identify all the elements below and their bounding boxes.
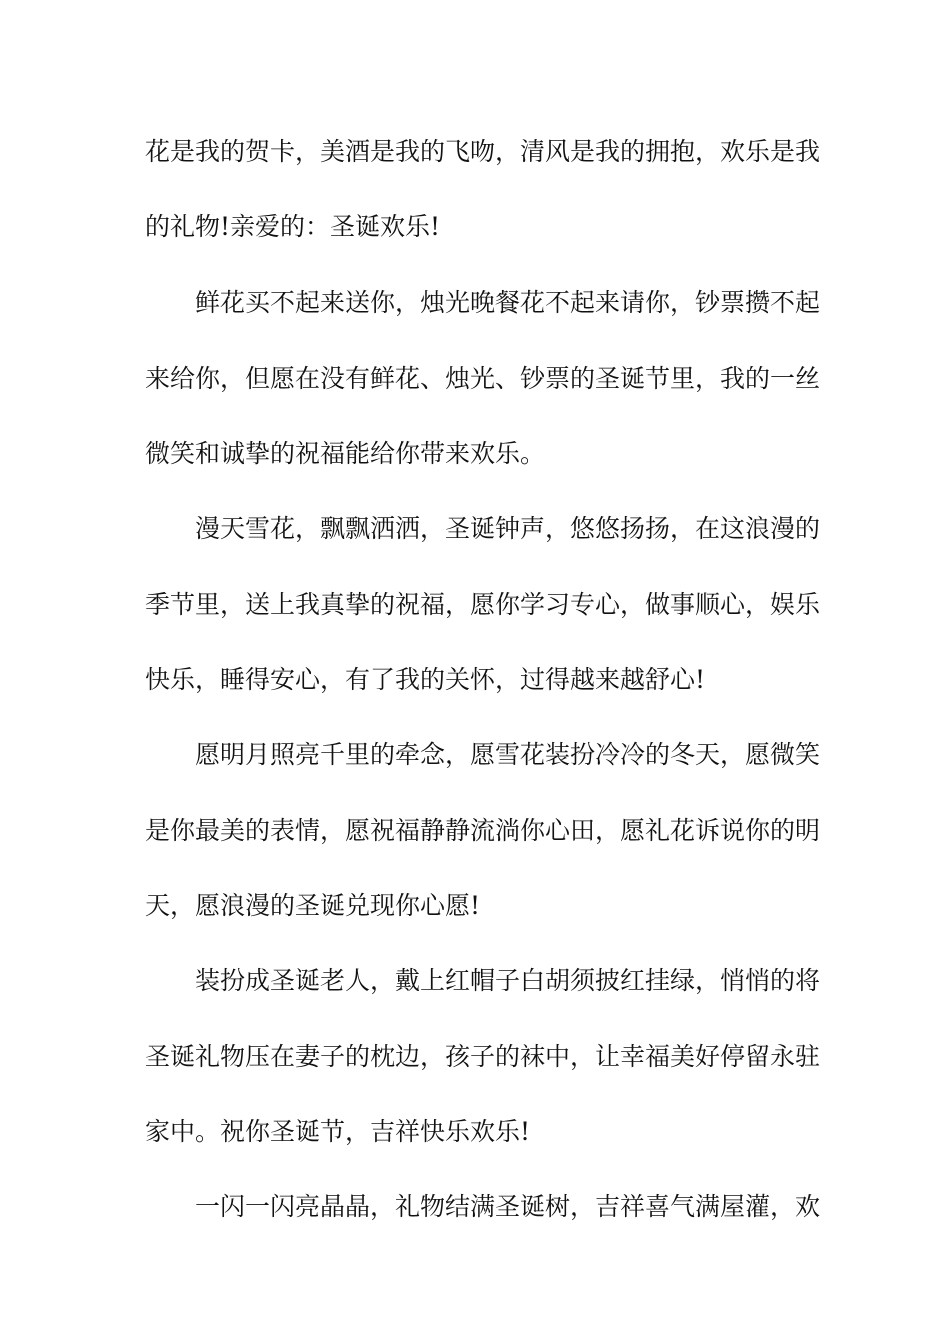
text-line: 微笑和诚挚的祝福能给你带来欢乐。 <box>145 439 546 468</box>
text-line: 来给你，但愿在没有鲜花、烛光、钞票的圣诞节里，我的一丝 <box>145 364 821 393</box>
text-line: 天，愿浪漫的圣诞兑现你心愿! <box>145 891 481 920</box>
paragraph-first-line: 漫天雪花，飘飘洒洒，圣诞钟声，悠悠扬扬，在这浪漫的 <box>195 514 821 543</box>
text-line: 家中。祝你圣诞节，吉祥快乐欢乐! <box>145 1117 531 1146</box>
text-line: 的礼物!亲爱的：圣诞欢乐! <box>145 212 441 241</box>
paragraph-first-line: 装扮成圣诞老人，戴上红帽子白胡须披红挂绿，悄悄的将 <box>195 966 821 995</box>
paragraph-first-line: 一闪一闪亮晶晶，礼物结满圣诞树，吉祥喜气满屋灌，欢 <box>195 1192 821 1221</box>
text-line: 花是我的贺卡，美酒是我的飞吻，清风是我的拥抱，欢乐是我 <box>145 137 821 166</box>
text-line: 圣诞礼物压在妻子的枕边，孩子的袜中，让幸福美好停留永驻 <box>145 1042 821 1071</box>
text-line: 快乐，睡得安心，有了我的关怀，过得越来越舒心! <box>145 665 706 694</box>
paragraph-first-line: 鲜花买不起来送你，烛光晚餐花不起来请你，钞票攒不起 <box>195 288 821 317</box>
text-line: 是你最美的表情，愿祝福静静流淌你心田，愿礼花诉说你的明 <box>145 816 821 845</box>
text-line: 季节里，送上我真挚的祝福，愿你学习专心，做事顺心，娱乐 <box>145 590 821 619</box>
paragraph-first-line: 愿明月照亮千里的牵念，愿雪花装扮冷冷的冬天，愿微笑 <box>195 740 821 769</box>
